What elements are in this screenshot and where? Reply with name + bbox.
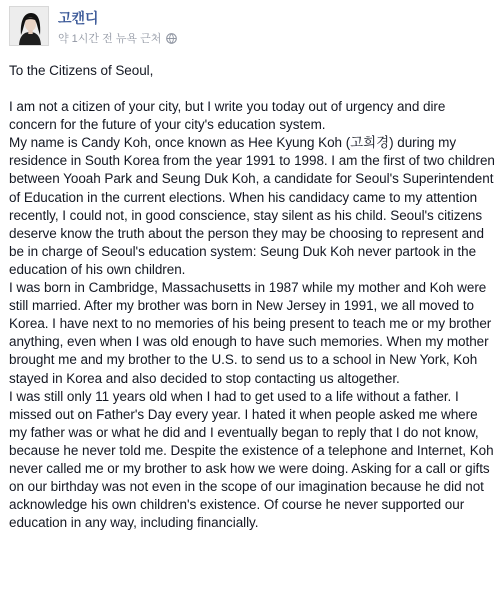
post-greeting: To the Citizens of Seoul,	[9, 63, 154, 78]
post-paragraph: My name is Candy Koh, once known as Hee Kyung Koh (고희경) during my residence in South Korea from the year 1991 to 1998. I am the first of two children between Yooah Park and Seung Duk Koh, a candidate for Seoul's Superintendent of Education in the current elections. When his candidacy came to my attention recently, I could not, in good conscience, stay silent as his child. Seoul's citizens deserve know the truth about the person they may be choosing to represent and be in charge of Seoul's education system: Seung Duk Koh never partook in the education of his own children.	[9, 135, 499, 277]
post-paragraph: I was born in Cambridge, Massachusetts in 1987 while my mother and Koh were still married. After my brother was born in New Jersey in 1991, we all moved to Korea. I have next to no memories of his being present to teach me or my brother anything, even when I was old enough to have such memories. When my mother brought me and my brother to the U.S. to send us to a school in New York, Koh stayed in Korea and also decided to stop contacting us altogether.	[9, 280, 495, 386]
post-paragraph: I am not a citizen of your city, but I write you today out of urgency and dire concern for the future of your city's education system.	[9, 99, 450, 133]
post-timestamp[interactable]: 약 1시간 전 뉴욕 근처	[58, 33, 162, 45]
globe-icon[interactable]	[166, 33, 177, 44]
author-name[interactable]: 고캔디	[58, 10, 99, 26]
post-body	[9, 62, 499, 532]
post-header	[9, 6, 489, 50]
profile-photo-icon	[10, 7, 49, 46]
post-meta	[58, 30, 177, 46]
avatar[interactable]	[9, 6, 49, 46]
post-paragraph: I was still only 11 years old when I had to get used to a life without a father. I missed out on Father's Day every year. I hated it when people asked me where my father was or what he did and I eventually began to reply that I do not know, because he never told me. Despite the existence of a telephone and Internet, Koh never called me or my brother to ask how we were doing. Asking for a call or gifts on our birthday was not even in the scope of our imagination because he did not acknowledge his own children's existence. Of course he never supported our education in any way, including financially.	[9, 388, 498, 531]
